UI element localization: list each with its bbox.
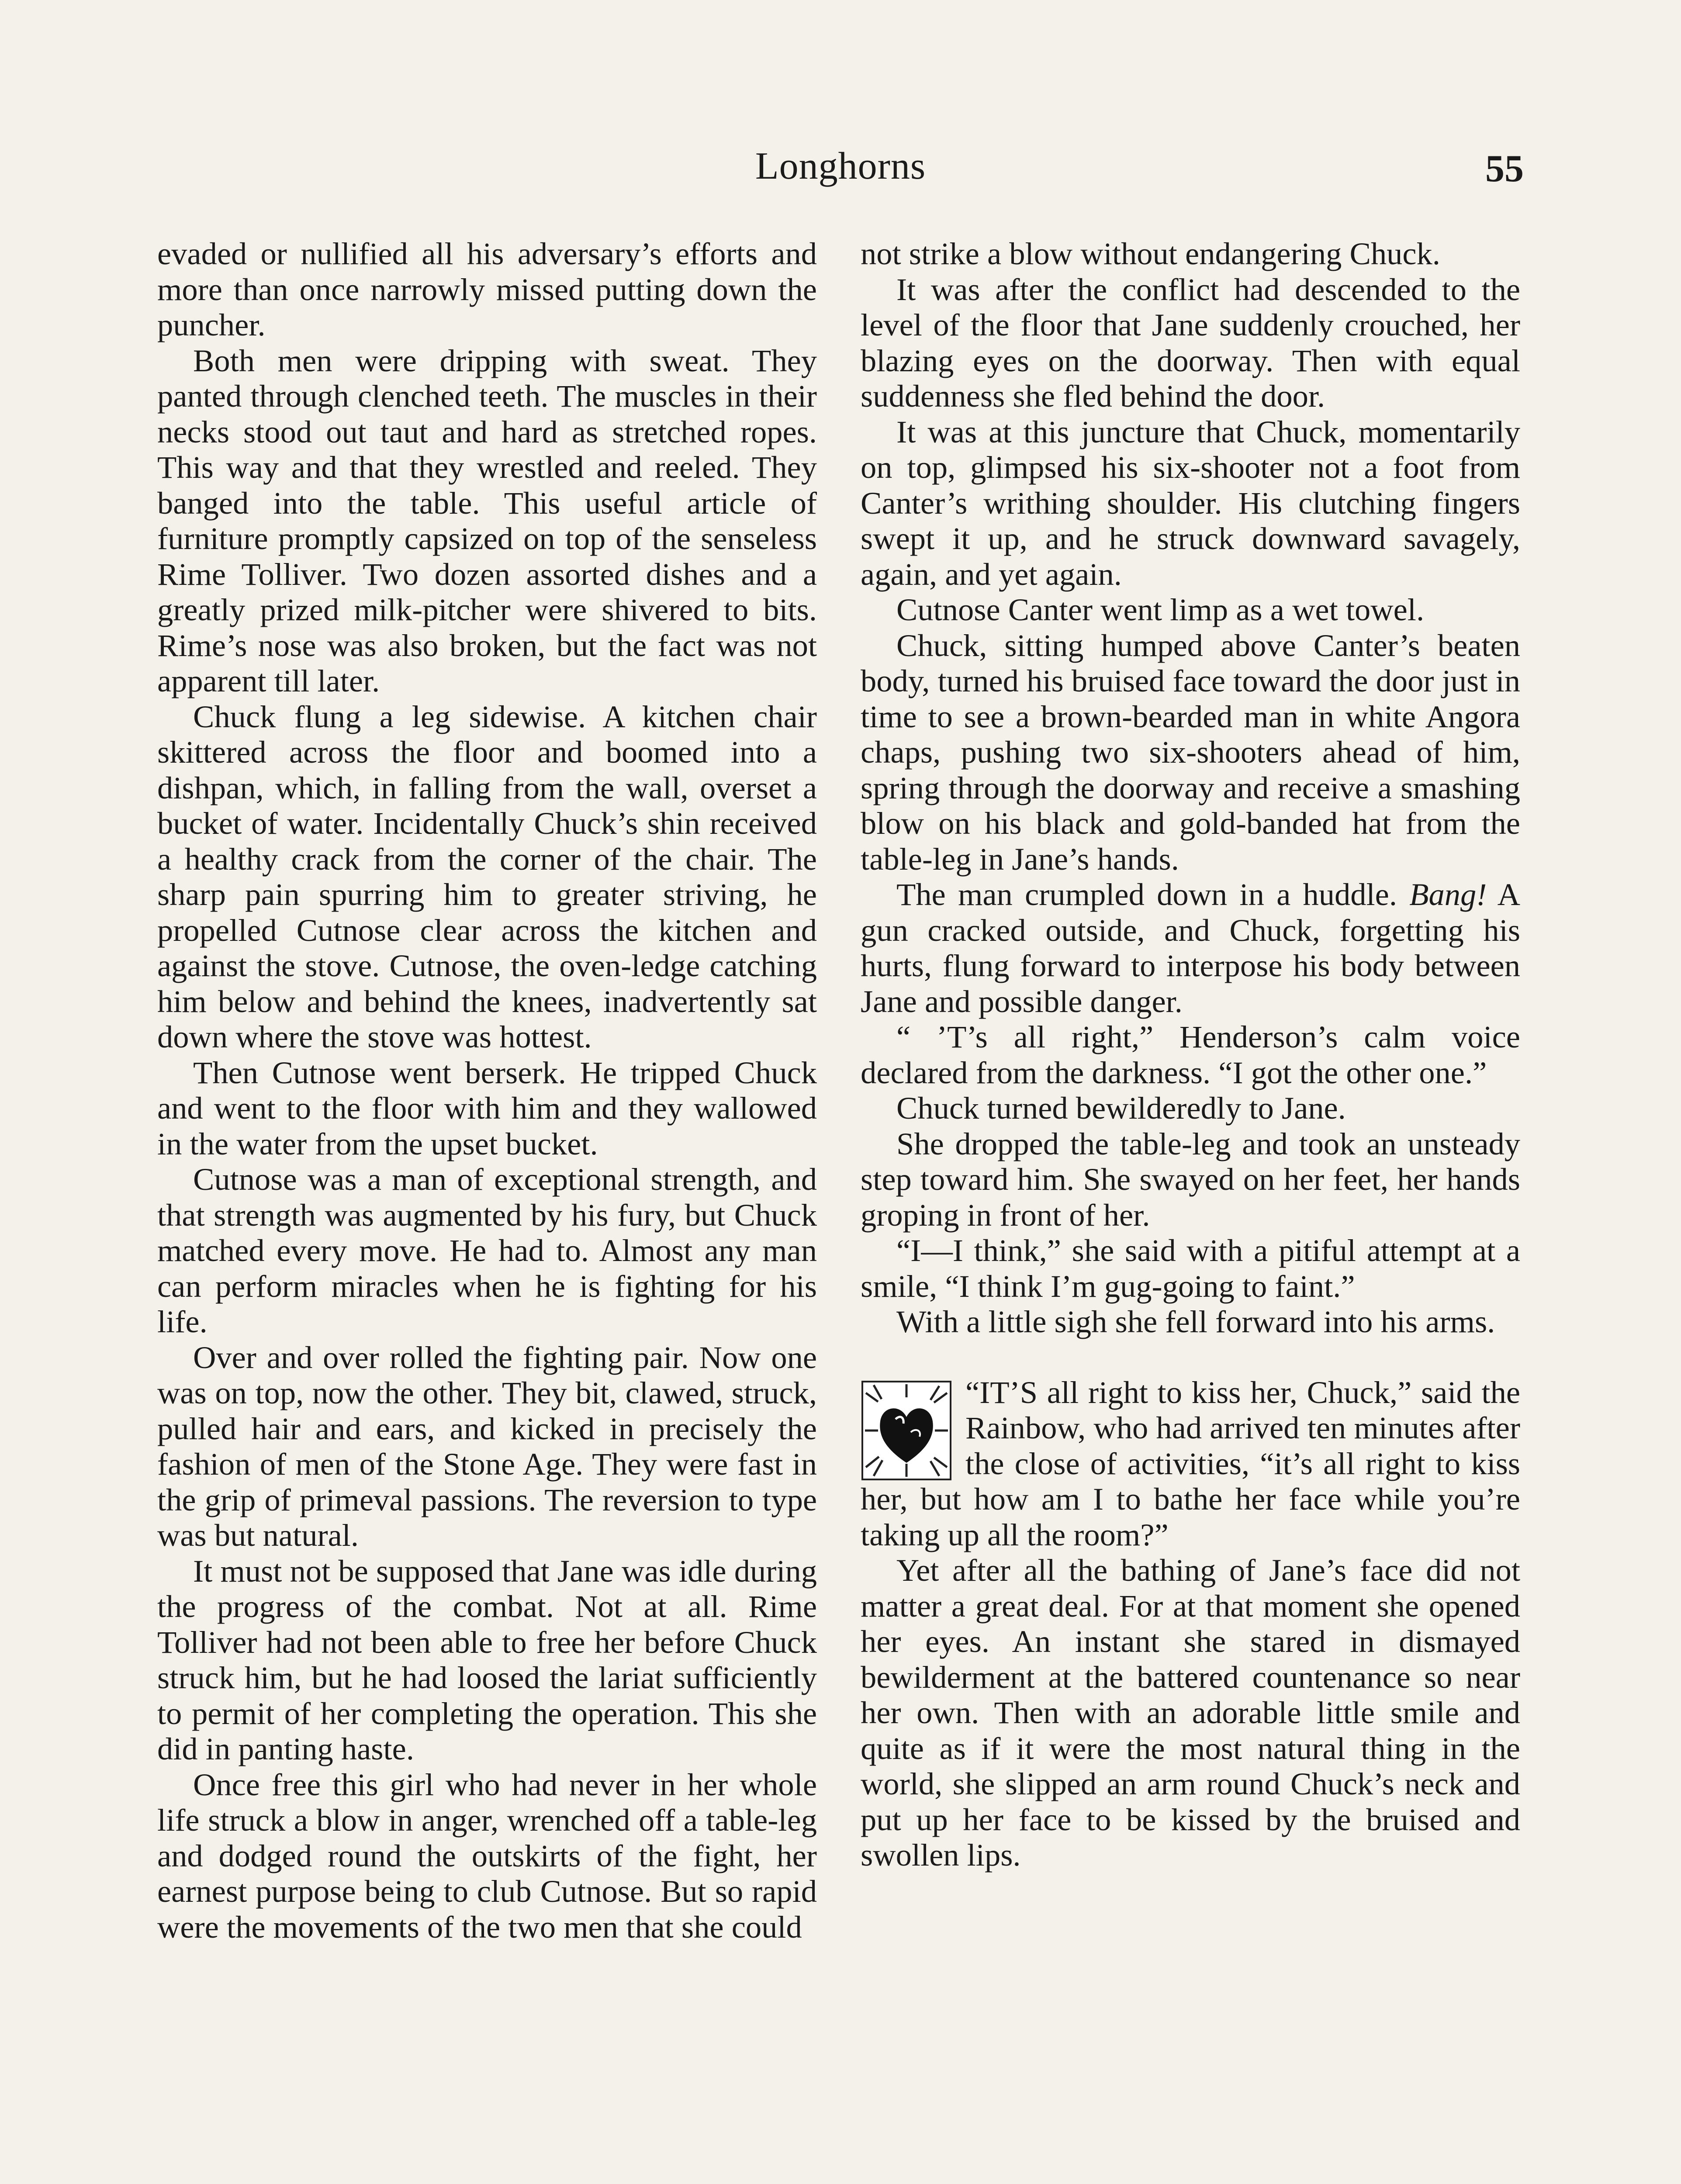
paragraph-text: The man crumpled down in a huddle. [896,877,1397,912]
running-head: Longhorns [755,145,926,187]
paragraph: Cutnose Canter went limp as a wet towel. [896,592,1425,627]
paragraph: It was after the conflict had descended to the level of the floor that Jane suddenly crouched, her blazing eyes on the doorway. Then with equal suddenness she fled behind the door. [861,271,1520,414]
paragraph [861,877,1520,1019]
paragraph-with-ornament [861,1375,1520,1553]
paragraph-text: “IT’S all right to kiss her, Chuck,” said the Rainbow, who had arrived ten minutes after the close of activities, “it’s all right to kiss her, but how am I to bathe her face while you’re taking up all the room?” [861,1374,1520,1552]
paragraph: Over and over rolled the fighting pair. Now one was on top, now the other. They bit, clawed, struck, pulled hair and ears, and kicked in precisely the fashion of men of the Stone Age. They were fast in the grip of primeval passions. The reversion to type was but natural. [157,1339,817,1553]
paragraph: She dropped the table-leg and took an unsteady step toward him. She swayed on her feet, her hands groping in front of her. [861,1126,1520,1233]
paragraph: Yet after all the bathing of Jane’s face did not matter a great deal. For at that moment she opened her eyes. An instant she stared in dismayed bewilderment at the battered countenance so near her own. Then with an adorable little smile and quite as if it were the most natural thing in the world, she slipped an arm round Chuck’s neck and put up her face to be kissed by the bruised and swollen lips. [861,1552,1520,1873]
paragraph: not strike a blow without endangering Chuck. [861,236,1440,271]
paragraph: Both men were dripping with sweat. They panted through clenched teeth. The muscles in their necks stood out taut and hard as stretched ropes. This way and that they wrestled and reeled. They banged into the table. This useful article of furniture promptly capsized on top of the senseless Rime Tolliver. Two dozen assorted dishes and a greatly prized milk-pitcher were shivered to bits. Rime’s nose was also broken, but the fact was not apparent till later. [157,342,817,698]
paragraph: With a little sigh she fell forward into his arms. [896,1304,1495,1339]
paragraph: Chuck, sitting humped above Canter’s beaten body, turned his bruised face toward the door just in time to see a brown-bearded man in white Angora chaps, pushing two six-shooters ahead of him, spring through the doorway and receive a smashing blow on his black and gold-banded hat from the table-leg in Jane’s hands. [861,627,1520,877]
section-break [861,1340,1520,1375]
heart-ornament-icon [861,1380,952,1481]
page-header [157,144,1524,201]
paragraph: Chuck turned bewilderedly to Jane. [896,1090,1346,1126]
paragraph: “I—I think,” she said with a pitiful attempt at a smile, “I think I’m gug-going to faint.” [861,1233,1520,1304]
right-column [861,236,1520,1873]
paragraph: It was at this juncture that Chuck, momentarily on top, glimpsed his six-shooter not a foot from Canter’s writhing shoulder. His clutching fingers swept it up, and he struck downward savagely, again, and yet again. [861,414,1520,592]
page-number: 55 [1485,148,1524,190]
paragraph: Once free this girl who had never in her whole life struck a blow in anger, wrenched off a table-leg and dodged round the outskirts of the fight, her earnest purpose being to club Cutnose. But so rapid were the movements of the two men that she could [157,1766,817,1945]
paragraph-text: A gun cracked outside, and Chuck, forgetting his hurts, flung forward to interpose his body between Jane and possible danger. [861,877,1520,1019]
paragraph: Then Cutnose went berserk. He tripped Chuck and went to the floor with him and they wallowed in the water from the upset bucket. [157,1054,817,1161]
paragraph: “ ’T’s all right,” Henderson’s calm voice declared from the darkness. “I got the other one.” [861,1019,1520,1090]
paragraph: Cutnose was a man of exceptional strength, and that strength was augmented by his fury, but Chuck matched every move. He had to. Almost any man can perform miracles when he is fighting for his life. [157,1161,817,1339]
left-column [157,236,817,1945]
paragraph: evaded or nullified all his adversary’s efforts and more than once narrowly missed putting down the puncher. [157,236,817,342]
paragraph: It must not be supposed that Jane was idle during the progress of the combat. Not at all. Rime Tolliver had not been able to free her before Chuck struck him, but he had loosed the lariat sufficiently to permit of her completing the operation. This she did in panting haste. [157,1553,817,1766]
paragraph: Chuck flung a leg sidewise. A kitchen chair skittered across the floor and boomed into a dishpan, which, in falling from the wall, overset a bucket of water. Incidentally Chuck’s shin received a healthy crack from the corner of the chair. The sharp pain spurring him to greater striving, he propelled Cutnose clear across the kitchen and against the stove. Cutnose, the oven-ledge catching him below and behind the knees, inadvertently sat down where the stove was hottest. [157,698,817,1054]
italic-exclamation: Bang! [1409,877,1487,912]
